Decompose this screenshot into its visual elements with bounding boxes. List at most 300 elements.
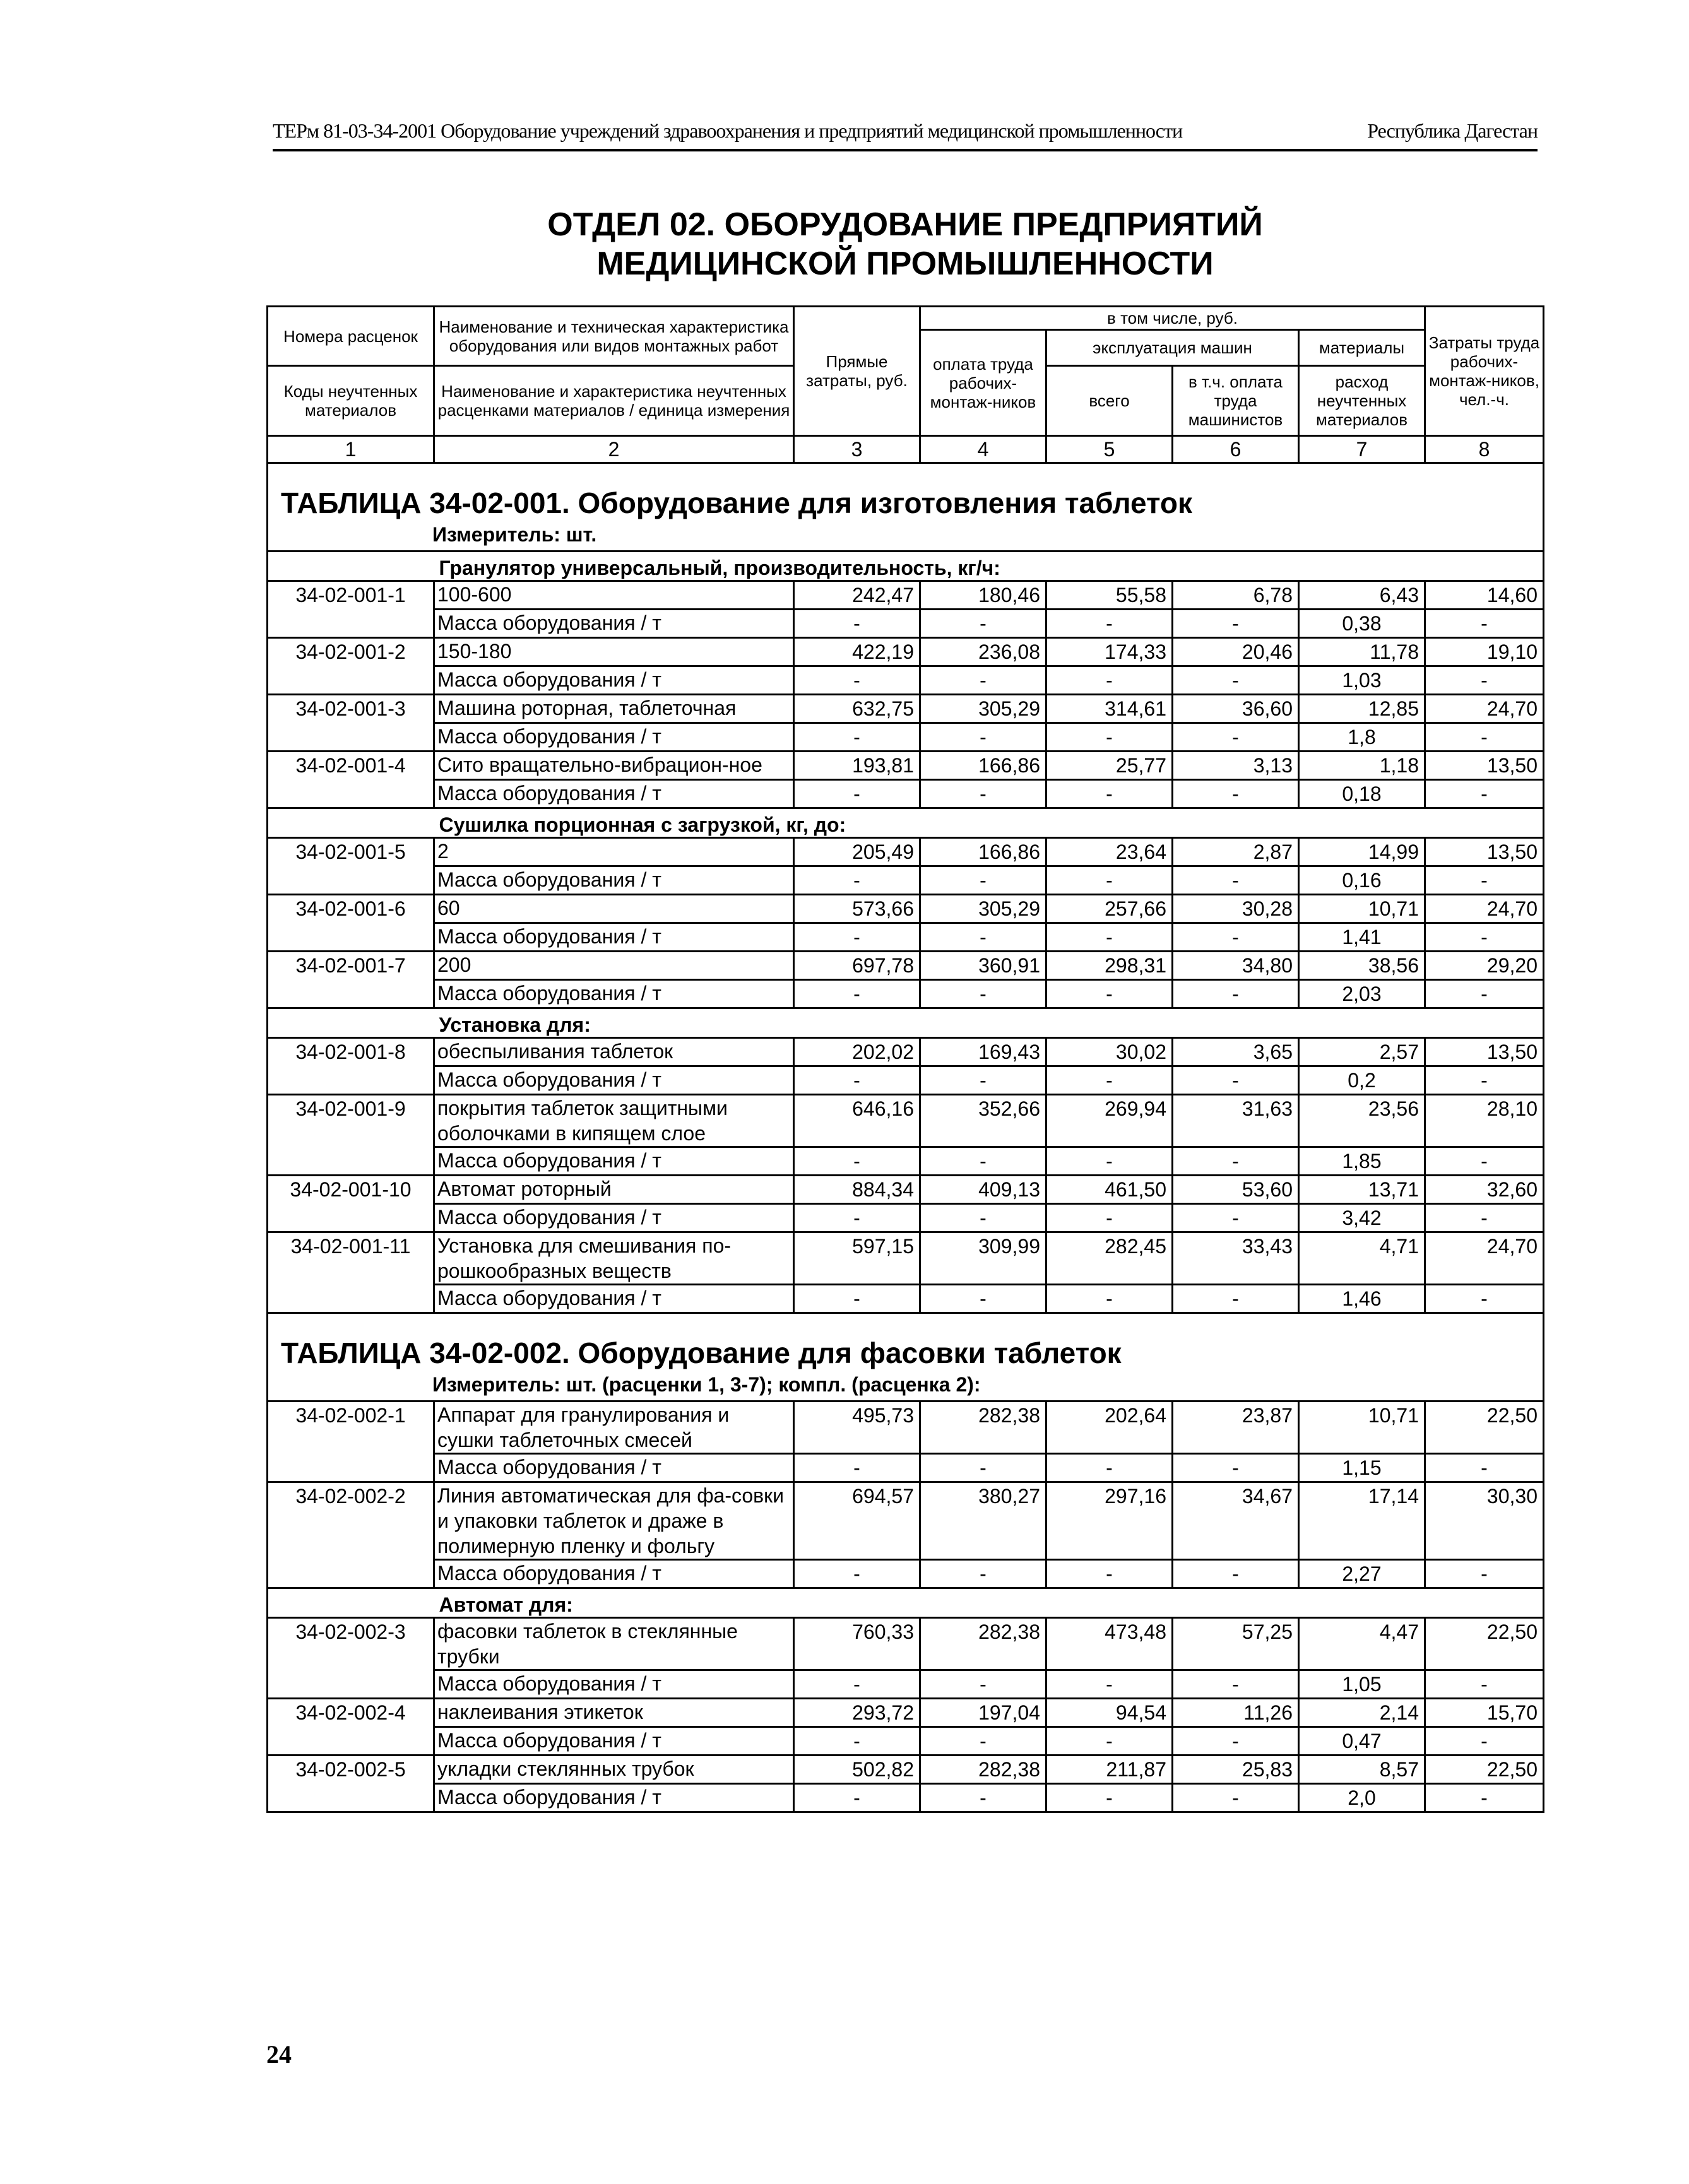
table-row — [268, 1038, 1544, 1066]
dash-cell: - — [1173, 1670, 1299, 1699]
rate-code: 34-02-001-9 — [268, 1095, 434, 1176]
dash-cell: - — [794, 866, 920, 895]
machines-value: 282,45 — [1046, 1232, 1173, 1285]
dash-cell: - — [920, 723, 1046, 752]
rate-code: 34-02-001-10 — [268, 1176, 434, 1232]
group-heading: Установка для: — [434, 1008, 1544, 1038]
wages-value: 236,08 — [920, 638, 1046, 666]
direct-costs-value: 422,19 — [794, 638, 920, 666]
header-direct-costs: Прямые затраты, руб. — [794, 307, 920, 436]
rate-name: Автомат роторный — [434, 1176, 794, 1204]
dash-cell: - — [1173, 1560, 1299, 1588]
group-heading-blank — [268, 552, 434, 581]
table-measure-unit: Измеритель: шт. (расценки 1, 3-7); компл. (расценка 2): — [432, 1373, 981, 1396]
machines-value: 25,77 — [1046, 752, 1173, 780]
dash-cell: - — [794, 1285, 920, 1313]
mass-row — [268, 866, 1544, 895]
dash-cell: - — [794, 780, 920, 808]
machines-value: 202,64 — [1046, 1402, 1173, 1454]
dash-cell: - — [920, 1147, 1046, 1176]
mass-row — [268, 1784, 1544, 1812]
direct-costs-value: 495,73 — [794, 1402, 920, 1454]
machines-value: 257,66 — [1046, 895, 1173, 923]
dash-cell: - — [794, 1147, 920, 1176]
dash-cell: - — [794, 1454, 920, 1482]
wages-value: 305,29 — [920, 695, 1046, 723]
header-incl-operators: в т.ч. оплата труда машинистов — [1173, 366, 1299, 436]
rate-code: 34-02-002-1 — [268, 1402, 434, 1482]
table-row — [268, 1176, 1544, 1204]
dash-cell: - — [1425, 610, 1544, 638]
rate-name: 200 — [434, 952, 794, 980]
header-name-spec: Наименование и техническая характеристика оборудования или видов монтажных работ — [434, 307, 794, 366]
labor-costs-value: 30,30 — [1425, 1482, 1544, 1560]
materials-value: 11,78 — [1299, 638, 1425, 666]
dash-cell: - — [1173, 923, 1299, 952]
dash-cell: - — [794, 1204, 920, 1232]
group-heading: Автомат для: — [434, 1588, 1544, 1618]
direct-costs-value: 205,49 — [794, 838, 920, 866]
table-title-row — [268, 1313, 1544, 1402]
rate-code: 34-02-001-11 — [268, 1232, 434, 1313]
materials-value: 10,71 — [1299, 895, 1425, 923]
mass-label: Масса оборудования / т — [434, 1727, 794, 1756]
rate-code: 34-02-002-3 — [268, 1618, 434, 1699]
dash-cell: - — [794, 923, 920, 952]
wages-value: 166,86 — [920, 838, 1046, 866]
column-number: 4 — [920, 436, 1046, 463]
labor-costs-value: 13,50 — [1425, 838, 1544, 866]
wages-value: 305,29 — [920, 895, 1046, 923]
table-row — [268, 1618, 1544, 1670]
direct-costs-value: 760,33 — [794, 1618, 920, 1670]
machines-value: 23,64 — [1046, 838, 1173, 866]
dash-cell: - — [1173, 666, 1299, 695]
price-table — [266, 305, 1544, 1813]
rate-code: 34-02-001-4 — [268, 752, 434, 808]
operators-wages-value: 3,13 — [1173, 752, 1299, 780]
dash-cell: - — [1425, 1204, 1544, 1232]
dash-cell: - — [1425, 1784, 1544, 1812]
dash-cell: - — [1046, 1670, 1173, 1699]
mass-value: 1,85 — [1299, 1147, 1425, 1176]
materials-value: 4,47 — [1299, 1618, 1425, 1670]
column-number: 1 — [268, 436, 434, 463]
dash-cell: - — [1046, 780, 1173, 808]
dash-cell: - — [920, 1727, 1046, 1756]
operators-wages-value: 3,65 — [1173, 1038, 1299, 1066]
dash-cell: - — [1425, 1670, 1544, 1699]
materials-value: 4,71 — [1299, 1232, 1425, 1285]
header-labor-costs: Затраты труда рабочих-монтаж-ников, чел.-ч. — [1425, 307, 1544, 436]
rate-code: 34-02-002-5 — [268, 1756, 434, 1812]
labor-costs-value: 32,60 — [1425, 1176, 1544, 1204]
wages-value: 380,27 — [920, 1482, 1046, 1560]
dash-cell: - — [920, 1560, 1046, 1588]
materials-value: 6,43 — [1299, 581, 1425, 610]
table-title-cell — [268, 1313, 1544, 1402]
mass-label: Масса оборудования / т — [434, 1670, 794, 1699]
dash-cell: - — [920, 610, 1046, 638]
rate-code: 34-02-002-4 — [268, 1699, 434, 1756]
header-region: Республика Дагестан — [1367, 119, 1538, 142]
column-number: 2 — [434, 436, 794, 463]
labor-costs-value: 13,50 — [1425, 1038, 1544, 1066]
table-row — [268, 895, 1544, 923]
mass-row — [268, 1454, 1544, 1482]
table-row — [268, 1095, 1544, 1147]
materials-value: 1,18 — [1299, 752, 1425, 780]
mass-value: 1,46 — [1299, 1285, 1425, 1313]
mass-label: Масса оборудования / т — [434, 980, 794, 1008]
mass-value: 0,2 — [1299, 1066, 1425, 1095]
mass-label: Масса оборудования / т — [434, 666, 794, 695]
group-heading-blank — [268, 808, 434, 838]
rate-name: Сито вращательно-вибрацион-ное — [434, 752, 794, 780]
dash-cell: - — [1425, 1727, 1544, 1756]
machines-value: 473,48 — [1046, 1618, 1173, 1670]
machines-value: 461,50 — [1046, 1176, 1173, 1204]
dash-cell: - — [920, 1784, 1046, 1812]
operators-wages-value: 11,26 — [1173, 1699, 1299, 1727]
dash-cell: - — [1425, 1285, 1544, 1313]
header-document-title: ТЕРм 81-03-34-2001 Оборудование учреждений здравоохранения и предприятий медицинской промышленности — [273, 119, 1183, 142]
column-number: 8 — [1425, 436, 1544, 463]
mass-label: Масса оборудования / т — [434, 1454, 794, 1482]
dash-cell: - — [1425, 1454, 1544, 1482]
direct-costs-value: 694,57 — [794, 1482, 920, 1560]
dash-cell: - — [1046, 980, 1173, 1008]
dash-cell: - — [920, 1204, 1046, 1232]
dash-cell: - — [1425, 780, 1544, 808]
labor-costs-value: 24,70 — [1425, 695, 1544, 723]
dash-cell: - — [1173, 980, 1299, 1008]
rate-code: 34-02-001-5 — [268, 838, 434, 895]
mass-row — [268, 723, 1544, 752]
header-codes: Коды неучтенных материалов — [268, 366, 434, 436]
dash-cell: - — [920, 1285, 1046, 1313]
dash-cell: - — [1046, 1285, 1173, 1313]
table-row — [268, 1402, 1544, 1454]
page-header — [273, 114, 1538, 151]
table-row — [268, 952, 1544, 980]
dash-cell: - — [1425, 1147, 1544, 1176]
dash-cell: - — [1046, 923, 1173, 952]
wages-value: 282,38 — [920, 1756, 1046, 1784]
table-measure-unit: Измеритель: шт. — [432, 523, 597, 546]
table-title-cell — [268, 463, 1544, 552]
table-title-row — [268, 463, 1544, 552]
materials-value: 10,71 — [1299, 1402, 1425, 1454]
header-consumption: расход неучтенных материалов — [1299, 366, 1425, 436]
dash-cell: - — [794, 1727, 920, 1756]
dash-cell: - — [794, 666, 920, 695]
section-title — [273, 205, 1538, 283]
operators-wages-value: 20,46 — [1173, 638, 1299, 666]
labor-costs-value: 29,20 — [1425, 952, 1544, 980]
mass-label: Масса оборудования / т — [434, 1204, 794, 1232]
dash-cell: - — [1425, 666, 1544, 695]
rate-name: Аппарат для гранулирования и сушки таблеточных смесей — [434, 1402, 794, 1454]
table-row — [268, 1232, 1544, 1285]
dash-cell: - — [1425, 1560, 1544, 1588]
mass-label: Масса оборудования / т — [434, 866, 794, 895]
dash-cell: - — [1046, 1784, 1173, 1812]
labor-costs-value: 22,50 — [1425, 1402, 1544, 1454]
direct-costs-value: 646,16 — [794, 1095, 920, 1147]
labor-costs-value: 15,70 — [1425, 1699, 1544, 1727]
dash-cell: - — [794, 1784, 920, 1812]
dash-cell: - — [1173, 1147, 1299, 1176]
mass-value: 2,27 — [1299, 1560, 1425, 1588]
rate-code: 34-02-001-3 — [268, 695, 434, 752]
dash-cell: - — [1425, 866, 1544, 895]
mass-row — [268, 1560, 1544, 1588]
direct-costs-value: 697,78 — [794, 952, 920, 980]
table-row — [268, 1756, 1544, 1784]
machines-value: 298,31 — [1046, 952, 1173, 980]
rate-name: обеспыливания таблеток — [434, 1038, 794, 1066]
direct-costs-value: 242,47 — [794, 581, 920, 610]
operators-wages-value: 31,63 — [1173, 1095, 1299, 1147]
mass-label: Масса оборудования / т — [434, 610, 794, 638]
column-number: 5 — [1046, 436, 1173, 463]
dash-cell: - — [920, 780, 1046, 808]
dash-cell: - — [1425, 923, 1544, 952]
header-materials: материалы — [1299, 330, 1425, 366]
mass-value: 1,03 — [1299, 666, 1425, 695]
mass-row — [268, 780, 1544, 808]
machines-value: 297,16 — [1046, 1482, 1173, 1560]
header-machines-total: всего — [1046, 366, 1173, 436]
wages-value: 360,91 — [920, 952, 1046, 980]
labor-costs-value: 22,50 — [1425, 1756, 1544, 1784]
machines-value: 55,58 — [1046, 581, 1173, 610]
dash-cell: - — [920, 866, 1046, 895]
rate-code: 34-02-001-6 — [268, 895, 434, 952]
column-number: 7 — [1299, 436, 1425, 463]
mass-value: 2,0 — [1299, 1784, 1425, 1812]
mass-value: 1,15 — [1299, 1454, 1425, 1482]
dash-cell: - — [1425, 1066, 1544, 1095]
labor-costs-value: 13,50 — [1425, 752, 1544, 780]
mass-value: 0,38 — [1299, 610, 1425, 638]
wages-value: 282,38 — [920, 1402, 1046, 1454]
wages-value: 197,04 — [920, 1699, 1046, 1727]
mass-row — [268, 980, 1544, 1008]
mass-row — [268, 1670, 1544, 1699]
mass-row — [268, 610, 1544, 638]
table-row — [268, 581, 1544, 610]
mass-value: 0,18 — [1299, 780, 1425, 808]
mass-label: Масса оборудования / т — [434, 1784, 794, 1812]
dash-cell: - — [1046, 866, 1173, 895]
dash-cell: - — [920, 1066, 1046, 1095]
labor-costs-value: 14,60 — [1425, 581, 1544, 610]
section-title-line-1: ОТДЕЛ 02. ОБОРУДОВАНИЕ ПРЕДПРИЯТИЙ — [547, 206, 1263, 243]
mass-row — [268, 666, 1544, 695]
materials-value: 17,14 — [1299, 1482, 1425, 1560]
group-heading: Сушилка порционная с загрузкой, кг, до: — [434, 808, 1544, 838]
operators-wages-value: 34,80 — [1173, 952, 1299, 980]
dash-cell: - — [1046, 1204, 1173, 1232]
mass-row — [268, 923, 1544, 952]
header-name-unaccounted: Наименование и характеристика неучтенных расценками материалов / единица измерения — [434, 366, 794, 436]
dash-cell: - — [1425, 723, 1544, 752]
page-number: 24 — [266, 2040, 292, 2069]
rate-code: 34-02-001-8 — [268, 1038, 434, 1095]
rate-name: 2 — [434, 838, 794, 866]
dash-cell: - — [1046, 610, 1173, 638]
rate-name: наклеивания этикеток — [434, 1699, 794, 1727]
rate-code: 34-02-002-2 — [268, 1482, 434, 1588]
header-incl-rub: в том числе, руб. — [920, 307, 1425, 330]
rate-name: 100-600 — [434, 581, 794, 610]
mass-row — [268, 1285, 1544, 1313]
mass-row — [268, 1066, 1544, 1095]
dash-cell: - — [794, 980, 920, 1008]
column-number: 6 — [1173, 436, 1299, 463]
group-heading-row — [268, 1588, 1544, 1618]
header-rates-no: Номера расценок — [268, 307, 434, 366]
operators-wages-value: 6,78 — [1173, 581, 1299, 610]
dash-cell: - — [794, 1670, 920, 1699]
dash-cell: - — [1046, 723, 1173, 752]
table-row — [268, 695, 1544, 723]
table-row — [268, 1482, 1544, 1560]
dash-cell: - — [1173, 1066, 1299, 1095]
wages-value: 180,46 — [920, 581, 1046, 610]
group-heading-blank — [268, 1588, 434, 1618]
materials-value: 8,57 — [1299, 1756, 1425, 1784]
group-heading-row — [268, 552, 1544, 581]
dash-cell: - — [920, 1454, 1046, 1482]
operators-wages-value: 33,43 — [1173, 1232, 1299, 1285]
header-wages: оплата труда рабочих-монтаж-ников — [920, 330, 1046, 436]
rate-name: фасовки таблеток в стеклянные трубки — [434, 1618, 794, 1670]
mass-row — [268, 1204, 1544, 1232]
operators-wages-value: 53,60 — [1173, 1176, 1299, 1204]
rate-name: 60 — [434, 895, 794, 923]
operators-wages-value: 36,60 — [1173, 695, 1299, 723]
mass-value: 3,42 — [1299, 1204, 1425, 1232]
mass-row — [268, 1727, 1544, 1756]
dash-cell: - — [1046, 1727, 1173, 1756]
group-heading-row — [268, 1008, 1544, 1038]
dash-cell: - — [1173, 1285, 1299, 1313]
mass-label: Масса оборудования / т — [434, 1066, 794, 1095]
mass-label: Масса оборудования / т — [434, 780, 794, 808]
dash-cell: - — [1173, 610, 1299, 638]
operators-wages-value: 25,83 — [1173, 1756, 1299, 1784]
direct-costs-value: 293,72 — [794, 1699, 920, 1727]
operators-wages-value: 23,87 — [1173, 1402, 1299, 1454]
dash-cell: - — [1046, 666, 1173, 695]
section-title-line-2: МЕДИЦИНСКОЙ ПРОМЫШЛЕННОСТИ — [596, 245, 1214, 282]
table-row — [268, 752, 1544, 780]
machines-value: 94,54 — [1046, 1699, 1173, 1727]
wages-value: 282,38 — [920, 1618, 1046, 1670]
labor-costs-value: 19,10 — [1425, 638, 1544, 666]
direct-costs-value: 502,82 — [794, 1756, 920, 1784]
dash-cell: - — [920, 923, 1046, 952]
group-heading: Гранулятор универсальный, производительность, кг/ч: — [434, 552, 1544, 581]
dash-cell: - — [1425, 980, 1544, 1008]
group-heading-blank — [268, 1008, 434, 1038]
dash-cell: - — [920, 1670, 1046, 1699]
operators-wages-value: 2,87 — [1173, 838, 1299, 866]
materials-value: 38,56 — [1299, 952, 1425, 980]
table-title: ТАБЛИЦА 34-02-002. Оборудование для фасовки таблеток — [281, 1337, 1122, 1369]
dash-cell: - — [1046, 1560, 1173, 1588]
dash-cell: - — [1173, 1204, 1299, 1232]
mass-label: Масса оборудования / т — [434, 1285, 794, 1313]
operators-wages-value: 57,25 — [1173, 1618, 1299, 1670]
dash-cell: - — [1173, 1727, 1299, 1756]
materials-value: 12,85 — [1299, 695, 1425, 723]
column-numbers-row — [268, 436, 1544, 463]
mass-value: 1,8 — [1299, 723, 1425, 752]
rate-code: 34-02-001-1 — [268, 581, 434, 638]
materials-value: 13,71 — [1299, 1176, 1425, 1204]
machines-value: 314,61 — [1046, 695, 1173, 723]
rate-code: 34-02-001-2 — [268, 638, 434, 695]
table-header-row-1 — [268, 307, 1544, 330]
mass-label: Масса оборудования / т — [434, 723, 794, 752]
operators-wages-value: 30,28 — [1173, 895, 1299, 923]
dash-cell: - — [1173, 1784, 1299, 1812]
dash-cell: - — [1046, 1066, 1173, 1095]
rate-code: 34-02-001-7 — [268, 952, 434, 1008]
dash-cell: - — [920, 980, 1046, 1008]
rate-name: 150-180 — [434, 638, 794, 666]
labor-costs-value: 28,10 — [1425, 1095, 1544, 1147]
rate-name: Линия автоматическая для фа-совки и упаковки таблеток и драже в полимерную пленку и фольгу — [434, 1482, 794, 1560]
column-number: 3 — [794, 436, 920, 463]
wages-value: 169,43 — [920, 1038, 1046, 1066]
dash-cell: - — [1173, 1454, 1299, 1482]
direct-costs-value: 884,34 — [794, 1176, 920, 1204]
direct-costs-value: 632,75 — [794, 695, 920, 723]
dash-cell: - — [794, 723, 920, 752]
wages-value: 409,13 — [920, 1176, 1046, 1204]
rate-name: Машина роторная, таблеточная — [434, 695, 794, 723]
dash-cell: - — [1173, 780, 1299, 808]
dash-cell: - — [794, 610, 920, 638]
materials-value: 14,99 — [1299, 838, 1425, 866]
materials-value: 2,57 — [1299, 1038, 1425, 1066]
rate-name: покрытия таблеток защитными оболочками в кипящем слое — [434, 1095, 794, 1147]
table-row — [268, 638, 1544, 666]
materials-value: 2,14 — [1299, 1699, 1425, 1727]
machines-value: 211,87 — [1046, 1756, 1173, 1784]
table-title: ТАБЛИЦА 34-02-001. Оборудование для изготовления таблеток — [281, 487, 1193, 519]
mass-label: Масса оборудования / т — [434, 923, 794, 952]
machines-value: 269,94 — [1046, 1095, 1173, 1147]
wages-value: 166,86 — [920, 752, 1046, 780]
table-row — [268, 1699, 1544, 1727]
header-machines: эксплуатация машин — [1046, 330, 1299, 366]
dash-cell: - — [1173, 866, 1299, 895]
group-heading-row — [268, 808, 1544, 838]
dash-cell: - — [1046, 1147, 1173, 1176]
dash-cell: - — [794, 1066, 920, 1095]
rate-name: Установка для смешивания по-рошкообразных веществ — [434, 1232, 794, 1285]
mass-label: Масса оборудования / т — [434, 1560, 794, 1588]
machines-value: 174,33 — [1046, 638, 1173, 666]
dash-cell: - — [794, 1560, 920, 1588]
labor-costs-value: 24,70 — [1425, 895, 1544, 923]
